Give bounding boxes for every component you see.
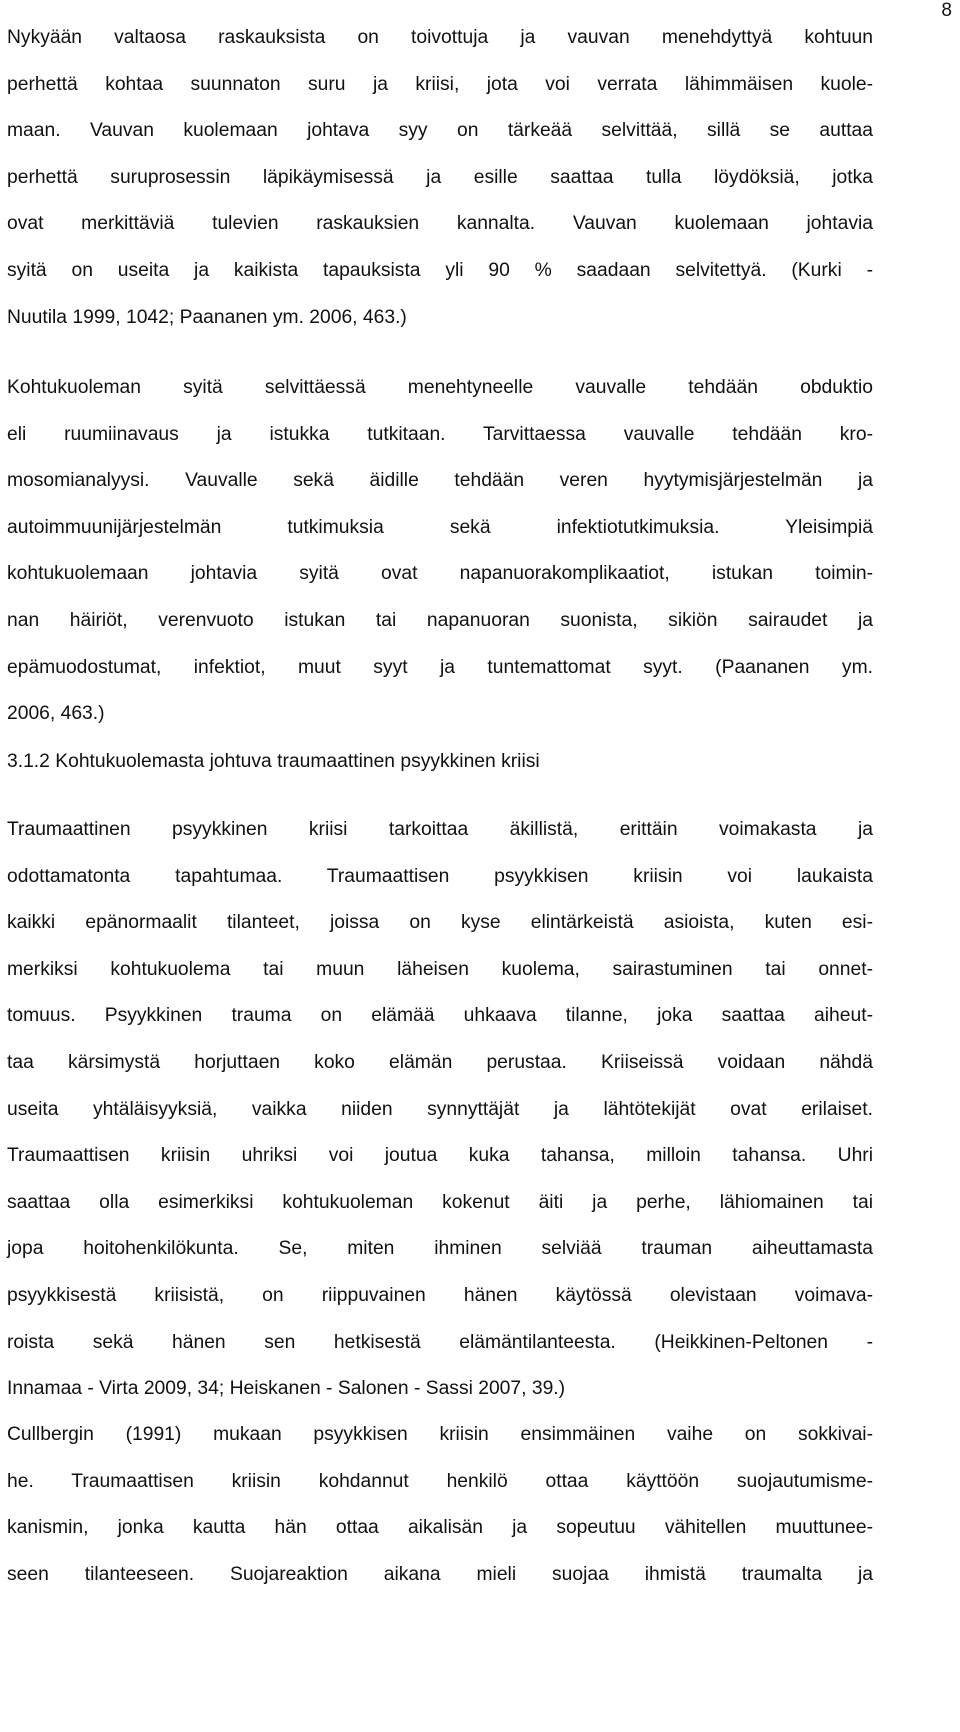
text-line: epämuodostumat, infektiot, muut syyt ja tuntemattomat syyt. (Paananen ym. — [7, 656, 873, 678]
text-line: kaikki epänormaalit tilanteet, joissa on kyse elintärkeistä asioista, kuten esi- — [7, 912, 873, 934]
text-line: taa kärsimystä horjuttaen koko elämän perustaa. Kriiseissä voidaan nähdä — [7, 1051, 873, 1073]
paragraph-3 — [7, 807, 873, 1413]
text-line: ovat merkittäviä tulevien raskauksien kannalta. Vauvan kuolemaan johtavia — [7, 213, 873, 235]
section-heading: 3.1.2 Kohtukuolemasta johtuva traumaattinen psyykkinen kriisi — [7, 751, 540, 772]
text-line: perhettä suruprosessin läpikäymisessä ja esille saattaa tulla löydöksiä, jotka — [7, 166, 873, 188]
text-line: mosomianalyysi. Vauvalle sekä äidille tehdään veren hyytymisjärjestelmän ja — [7, 470, 873, 492]
text-line: Kohtukuoleman syitä selvittäessä menehtyneelle vauvalle tehdään obduktio — [7, 377, 873, 398]
text-line: syitä on useita ja kaikista tapauksista yli 90 % saadaan selvitettyä. (Kurki - — [7, 259, 873, 281]
text-line: odottamatonta tapahtumaa. Traumaattisen psyykkisen kriisin voi laukaista — [7, 865, 873, 887]
text-line: Nuutila 1999, 1042; Paananen ym. 2006, 463.) — [7, 306, 407, 328]
text-line: seen tilanteeseen. Suojareaktion aikana mieli suojaa ihmistä traumalta ja — [7, 1563, 873, 1585]
paragraph-1 — [7, 15, 873, 341]
text-line: Traumaattisen kriisin uhriksi voi joutua kuka tahansa, milloin tahansa. Uhri — [7, 1145, 873, 1167]
page-number: 8 — [941, 0, 952, 21]
text-line: tomuus. Psyykkinen trauma on elämää uhkaava tilanne, joka saattaa aiheut- — [7, 1005, 873, 1027]
text-line: Traumaattinen psyykkinen kriisi tarkoittaa äkillistä, erittäin voimakasta ja — [7, 819, 873, 840]
text-line: merkiksi kohtukuolema tai muun läheisen kuolema, sairastuminen tai onnet- — [7, 958, 873, 980]
text-line: perhettä kohtaa suunnaton suru ja kriisi, jota voi verrata lähimmäisen kuole- — [7, 73, 873, 95]
text-line: Cullbergin (1991) mukaan psyykkisen kriisin ensimmäinen vaihe on sokkivai- — [7, 1424, 873, 1445]
text-line: useita yhtäläisyyksiä, vaikka niiden synnyttäjät ja lähtötekijät ovat erilaiset. — [7, 1098, 873, 1120]
text-line: 2006, 463.) — [7, 703, 105, 725]
text-line: he. Traumaattisen kriisin kohdannut henkilö ottaa käyttöön suojautumisme- — [7, 1470, 873, 1492]
text-line: eli ruumiinavaus ja istukka tutkitaan. Tarvittaessa vauvalle tehdään kro- — [7, 423, 873, 445]
text-line: autoimmuunijärjestelmän tutkimuksia sekä infektiotutkimuksia. Yleisimpiä — [7, 516, 873, 538]
text-line: roista sekä hänen sen hetkisestä elämäntilanteesta. (Heikkinen-Peltonen - — [7, 1331, 873, 1353]
text-line: psyykkisestä kriisistä, on riippuvainen hänen käytössä olevistaan voimava- — [7, 1284, 873, 1306]
text-line: saattaa olla esimerkiksi kohtukuoleman kokenut äiti ja perhe, lähiomainen tai — [7, 1191, 873, 1213]
text-line: jopa hoitohenkilökunta. Se, miten ihminen selviää trauman aiheuttamasta — [7, 1238, 873, 1260]
text-line: kanismin, jonka kautta hän ottaa aikalisän ja sopeutuu vähitellen muuttunee- — [7, 1517, 873, 1539]
text-line: Nykyään valtaosa raskauksista on toivottuja ja vauvan menehdyttyä kohtuun — [7, 27, 873, 48]
paragraph-4 — [7, 1412, 873, 1598]
text-line: maan. Vauvan kuolemaan johtava syy on tärkeää selvittää, sillä se auttaa — [7, 120, 873, 142]
text-line: nan häiriöt, verenvuoto istukan tai napanuoran suonista, sikiön sairaudet ja — [7, 609, 873, 631]
text-line: Innamaa - Virta 2009, 34; Heiskanen - Salonen - Sassi 2007, 39.) — [7, 1378, 566, 1400]
text-line: kohtukuolemaan johtavia syitä ovat napanuorakomplikaatiot, istukan toimin- — [7, 563, 873, 585]
paragraph-2 — [7, 365, 873, 738]
